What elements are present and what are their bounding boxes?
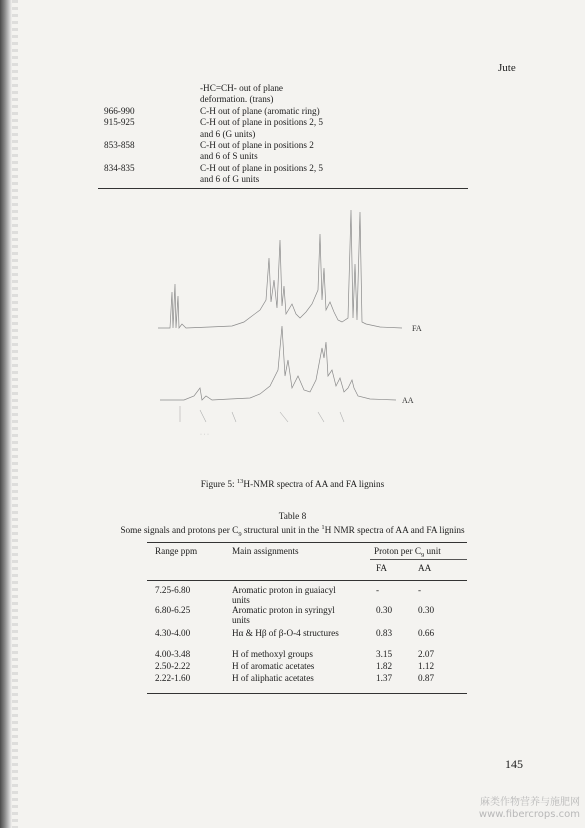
figure-caption: Figure 5: $^{13}$H-NMR spectra of AA and FA lignins	[200, 478, 385, 491]
wavenumber-range: 853-858	[104, 140, 135, 151]
cell-range: 2.50-2.22	[155, 661, 191, 671]
fa-label: FA	[412, 324, 422, 333]
table-row	[104, 129, 400, 140]
cell-assignment: H of aromatic acetates	[232, 661, 315, 671]
scan-binding-texture	[12, 0, 18, 828]
table-bottom-rule	[98, 188, 468, 189]
cell-aa: 0.66	[418, 628, 435, 638]
aa-label: AA	[402, 396, 414, 405]
cell-assignment: units	[232, 595, 250, 605]
continuation-line: -HC=CH- out of plane	[200, 83, 284, 93]
table-row	[104, 94, 400, 105]
band-assignment: C-H out of plane (aromatic ring)	[200, 105, 320, 116]
table8-top-rule	[147, 542, 467, 543]
col-header-aa: AA	[418, 563, 432, 573]
col-header-range: Range ppm	[155, 546, 198, 556]
table-row	[104, 163, 400, 174]
cell-assignment: H of aliphatic acetates	[232, 673, 314, 683]
cell-range: 2.22-1.60	[155, 673, 191, 683]
nmr-spectra-figure	[140, 200, 450, 450]
cell-aa: -	[418, 585, 422, 595]
table-row	[104, 140, 400, 151]
table-row	[104, 83, 400, 94]
cell-range: 4.00-3.48	[155, 649, 191, 659]
band-assignment: and 6 of G units	[200, 174, 260, 185]
table8-label: Table 8	[278, 512, 307, 522]
table-row	[104, 106, 400, 117]
wavenumber-range: 915-925	[104, 117, 135, 128]
table8-title: Some signals and protons per $C_9$ structural unit in the $^1$H NMR spectra of AA and FA lignins	[120, 524, 465, 538]
band-assignment: and 6 of S units	[200, 151, 258, 162]
col-header-fa: FA	[376, 563, 388, 573]
cell-fa: -	[376, 585, 380, 595]
scan-binding-edge	[0, 0, 12, 828]
cell-fa: 1.37	[376, 673, 393, 683]
aa-spectrum-trace	[160, 326, 396, 400]
band-assignment: C-H out of plane in positions 2, 5	[200, 117, 324, 128]
cell-assignment: Hα & Hβ of β-O-4 structures	[232, 628, 339, 638]
cell-range: 4.30-4.00	[155, 628, 191, 638]
table-row	[104, 117, 400, 128]
continuation-line: deformation. (trans)	[200, 94, 274, 105]
wavenumber-range: 834-835	[104, 162, 135, 173]
cell-aa: 0.87	[418, 673, 435, 683]
cell-aa: 2.07	[418, 649, 435, 659]
col-header-proton: Proton per $C_9$ unit	[374, 546, 441, 559]
cell-fa: 0.83	[376, 628, 393, 638]
page-number: 145	[505, 757, 523, 771]
cell-fa: 1.82	[376, 661, 393, 671]
cell-fa: 3.15	[376, 649, 393, 659]
cell-aa: 0.30	[418, 605, 435, 615]
wavenumber-range: 966-990	[104, 105, 135, 116]
nmr-spectra-plot	[140, 200, 450, 450]
cell-range: 6.80-6.25	[155, 605, 191, 615]
band-assignment: and 6 (G units)	[200, 128, 256, 139]
site-watermark: 麻类作物营养与施肥网 www.fibercrops.com	[478, 797, 580, 820]
fa-spectrum-trace	[158, 210, 402, 328]
ftir-assignment-table	[104, 83, 400, 186]
cell-aa: 1.12	[418, 661, 435, 671]
running-header: Jute	[498, 62, 516, 74]
table8-bottom-rule	[147, 693, 467, 694]
cell-range: 7.25-6.80	[155, 585, 191, 595]
cell-assignment: Aromatic proton in syringyl	[232, 605, 335, 615]
table-row	[104, 151, 400, 162]
band-assignment: C-H out of plane in positions 2	[200, 140, 314, 151]
col-header-assignments: Main assignments	[232, 546, 299, 556]
band-assignment: C-H out of plane in positions 2, 5	[200, 162, 324, 173]
cell-assignment: Aromatic proton in guaiacyl	[232, 585, 336, 595]
faint-axis-scribble: · · ·	[200, 432, 209, 438]
cell-fa: 0.30	[376, 605, 393, 615]
cell-assignment: H of methoxyl groups	[232, 649, 313, 659]
table-row	[104, 174, 400, 185]
table8-header-rule	[147, 580, 467, 581]
baseline-ticks	[180, 406, 344, 422]
cell-assignment: units	[232, 615, 250, 625]
